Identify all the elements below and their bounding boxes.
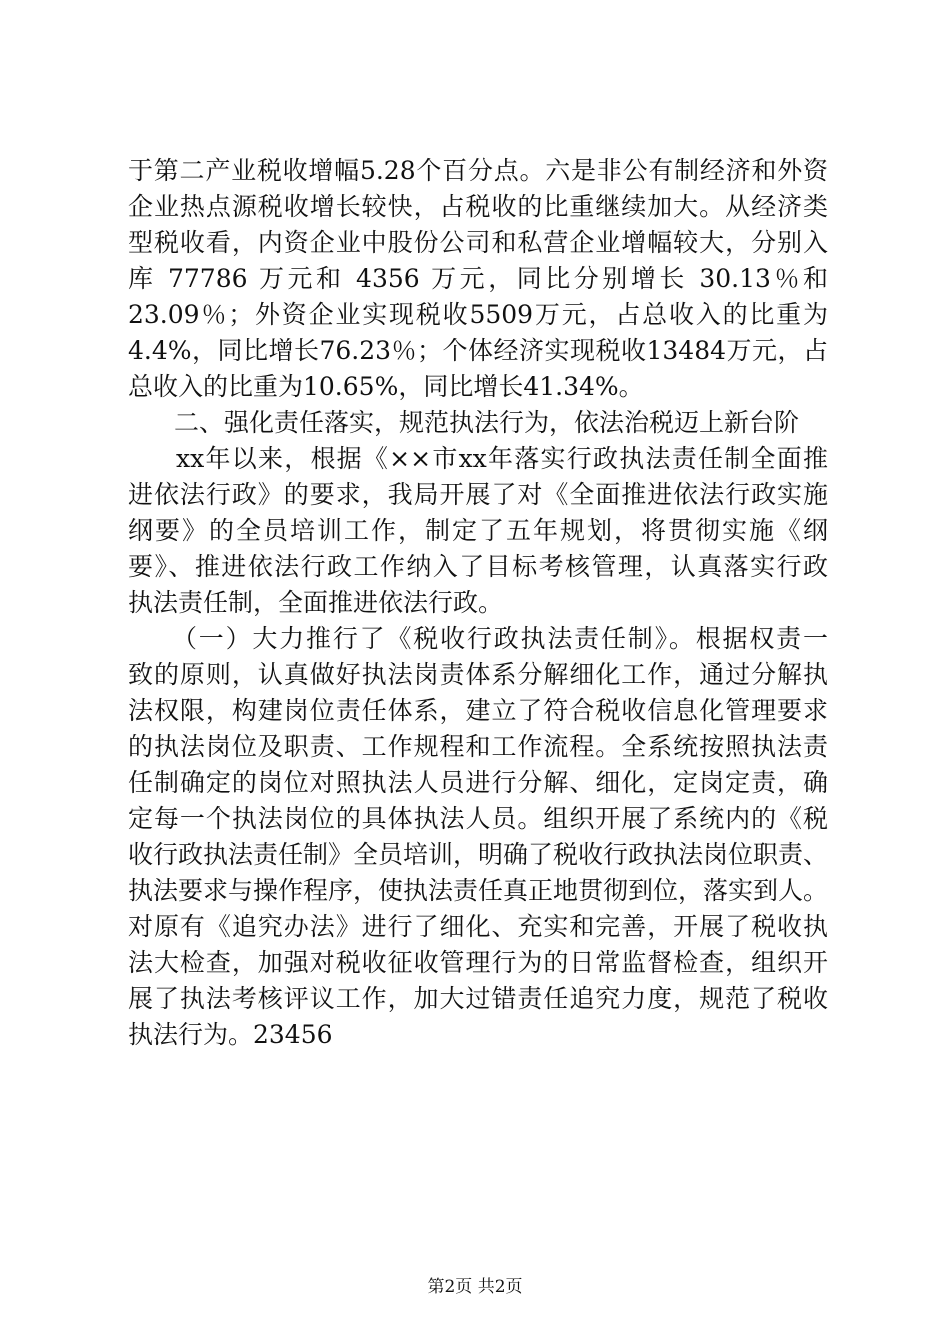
text-line: 进依法行政》的要求，我局开展了对《全面推进依法行政实施 bbox=[128, 480, 828, 509]
text-line: 4.4%，同比增长76.23％；个体经济实现税收13484万元，占 bbox=[128, 336, 828, 365]
text-line: 于第二产业税收增幅5.28个百分点。六是非公有制经济和外资 bbox=[128, 156, 828, 185]
text-line: 收行政执法责任制》全员培训，明确了税收行政执法岗位职责、 bbox=[128, 840, 829, 869]
section-heading: 二、强化责任落实，规范执法行为，依法治税迈上新台阶 bbox=[174, 408, 800, 437]
text-line: 执法责任制，全面推进依法行政。 bbox=[128, 588, 504, 617]
text-line: 致的原则，认真做好执法岗责体系分解细化工作，通过分解执 bbox=[128, 660, 828, 689]
page-footer: 第2页 共2页 bbox=[427, 1277, 523, 1297]
text-line: 库 77786 万元和 4356 万元，同比分别增长 30.13％和 bbox=[128, 264, 828, 293]
text-line: 企业热点源税收增长较快，占税收的比重继续加大。从经济类 bbox=[128, 192, 828, 221]
text-line: xx年以来，根据《××市xx年落实行政执法责任制全面推 bbox=[176, 444, 828, 473]
text-line: 总收入的比重为10.65%，同比增长41.34%。 bbox=[128, 372, 644, 401]
text-line: 执法行为。23456 bbox=[128, 1020, 333, 1049]
text-line: 法大检查，加强对税收征收管理行为的日常监督检查，组织开 bbox=[128, 948, 828, 977]
text-line: 要》、推进依法行政工作纳入了目标考核管理，认真落实行政 bbox=[128, 552, 828, 581]
text-line: 纲要》的全员培训工作，制定了五年规划，将贯彻实施《纲 bbox=[128, 516, 828, 545]
text-line: 对原有《追究办法》进行了细化、充实和完善，开展了税收执 bbox=[128, 912, 828, 941]
text-line: 执法要求与操作程序，使执法责任真正地贯彻到位，落实到人。 bbox=[128, 876, 829, 905]
text-line: 展了执法考核评议工作，加大过错责任追究力度，规范了税收 bbox=[128, 984, 828, 1013]
text-line: 型税收看，内资企业中股份公司和私营企业增幅较大，分别入 bbox=[128, 228, 828, 257]
text-line: 任制确定的岗位对照执法人员进行分解、细化，定岗定责，确 bbox=[128, 768, 828, 797]
text-line: 定每一个执法岗位的具体执法人员。组织开展了系统内的《税 bbox=[128, 804, 828, 833]
subsection-line: （一）大力推行了《税收行政执法责任制》。根据权责一 bbox=[172, 624, 828, 653]
text-line: 的执法岗位及职责、工作规程和工作流程。全系统按照执法责 bbox=[128, 732, 828, 761]
text-line: 23.09％；外资企业实现税收5509万元，占总收入的比重为 bbox=[128, 300, 828, 329]
text-line: 法权限，构建岗位责任体系，建立了符合税收信息化管理要求 bbox=[128, 696, 828, 725]
